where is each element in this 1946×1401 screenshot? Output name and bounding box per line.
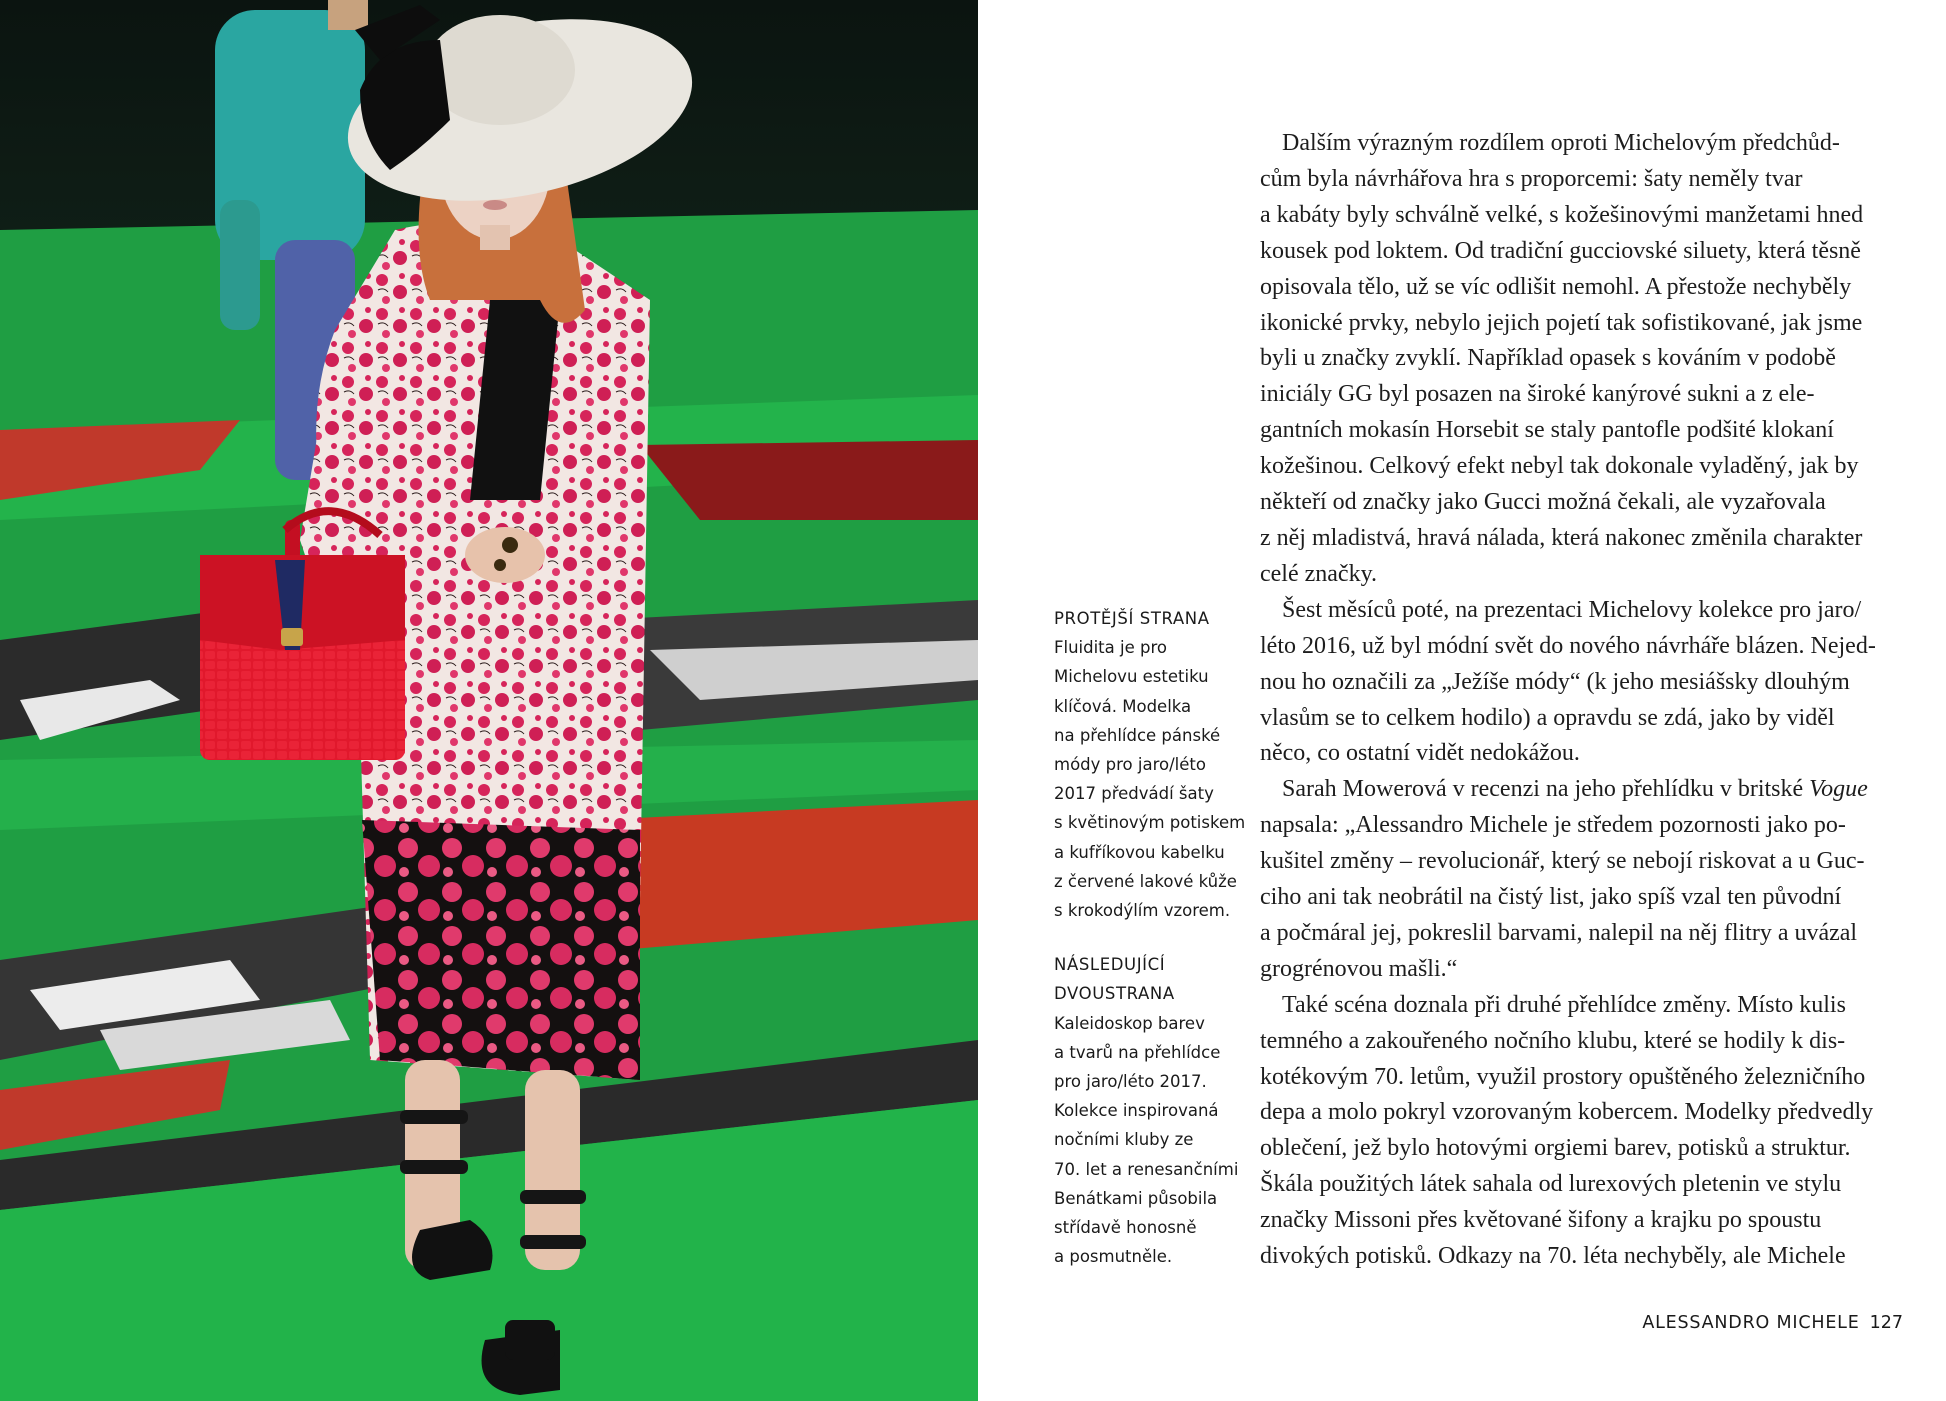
- caption-line: a tvarů na přehlídce: [1054, 1042, 1221, 1062]
- body-text: [1260, 126, 1880, 1275]
- body-line: [1260, 413, 1880, 449]
- body-line-text: nou ho označili za „Ježíše módy“ (k jeho mesiášsky dlouhým: [1260, 668, 1850, 695]
- page-footer: [1642, 1313, 1903, 1333]
- caption-line: Benátkami působila: [1054, 1188, 1218, 1208]
- body-line-text: divokých potisků. Odkazy na 70. léta nechyběly, ale Michele: [1260, 1243, 1846, 1270]
- caption-line: na přehlídce pánské: [1054, 725, 1221, 745]
- caption-line: klíčová. Modelka: [1054, 696, 1192, 716]
- body-line: [1260, 808, 1880, 844]
- body-line: [1260, 1060, 1880, 1096]
- body-line-text: oblečení, jež bylo hotovými orgiemi barev, potisků a struktur.: [1260, 1135, 1851, 1162]
- caption-heading: NÁSLEDUJÍCÍ: [1054, 955, 1166, 975]
- body-line-text: vlasům se to celkem hodilo) a opravdu se zdá, jako by viděl: [1260, 704, 1835, 731]
- body-line-text: kousek pod loktem. Od tradiční gucciovské siluety, která těsně: [1260, 237, 1861, 264]
- body-line-text: grogrénovou mašli.“: [1260, 955, 1458, 982]
- body-line-text: Také scéna doznala při druhé přehlídce změny. Místo kulis: [1282, 991, 1846, 1018]
- body-line-text: někteří od značky jako Gucci možná čekali, ale vyzařovala: [1260, 489, 1826, 516]
- body-line-text: napsala: „Alessandro Michele je středem pozornosti jako po-: [1260, 812, 1846, 839]
- caption-line: 2017 předvádí šaty: [1054, 784, 1214, 804]
- body-line: [1260, 916, 1880, 952]
- body-line: [1260, 449, 1880, 485]
- body-line: [1260, 1095, 1880, 1131]
- body-line: [1260, 629, 1880, 665]
- body-line: [1260, 1131, 1880, 1167]
- caption-heading: DVOUSTRANA: [1054, 984, 1175, 1004]
- body-line-text: Šest měsíců poté, na prezentaci Michelovy kolekce pro jaro/: [1282, 596, 1862, 623]
- body-line-text: ciho ani tak neobrátil na čistý list, jako spíš vzal ten původní: [1260, 884, 1842, 911]
- body-line: [1260, 341, 1880, 377]
- body-line-text: z něj mladistvá, hravá nálada, která nakonec změnila charakter: [1260, 524, 1863, 551]
- body-line: [1260, 772, 1880, 808]
- body-line-text: a kabáty byly schválně velké, s kožešinovými manžetami hned: [1260, 201, 1864, 228]
- caption-line: a kufříkovou kabelku: [1054, 842, 1225, 862]
- caption-line: Fluidita je pro: [1054, 638, 1167, 658]
- caption-line: Michelovu estetiku: [1054, 667, 1209, 687]
- caption-line: nočními kluby ze: [1054, 1130, 1194, 1150]
- body-line: [1260, 234, 1880, 270]
- caption-line: Kaleidoskop barev: [1054, 1013, 1205, 1033]
- body-line-text: temného a zakouřeného nočního klubu, které se hodily k dis-: [1260, 1027, 1846, 1054]
- body-line-text: cům byla návrhářova hra s proporcemi: šaty neměly tvar: [1260, 165, 1803, 192]
- body-line-text: byli u značky zvyklí. Například opasek s kováním v podobě: [1260, 345, 1836, 372]
- body-line: [1260, 377, 1880, 413]
- body-line: [1260, 1239, 1880, 1275]
- caption-heading: PROTĚJŠÍ STRANA: [1054, 609, 1210, 628]
- body-line-text: iniciály GG byl posazen na široké kanýrové sukni a z ele-: [1260, 381, 1815, 408]
- caption-line: s krokodýlím vzorem.: [1054, 901, 1231, 921]
- body-line: [1260, 162, 1880, 198]
- caption-block-next-spread: [1054, 950, 1254, 1271]
- caption-line: 70. let a renesančními: [1054, 1159, 1239, 1179]
- body-line: [1260, 988, 1880, 1024]
- body-line-text: kotékovým 70. letům, využil prostory opuštěného železničního: [1260, 1063, 1866, 1090]
- body-line: [1260, 952, 1880, 988]
- body-line-text: něco, co ostatní vidět nedokážou.: [1260, 740, 1580, 767]
- body-line-text: celé značky.: [1260, 560, 1378, 587]
- body-line-text: a počmáral jej, pokreslil barvami, nalepil na něj flitry a uvázal: [1260, 919, 1858, 946]
- body-line-text: značky Missoni přes květované šifony a krajku po spoustu: [1260, 1207, 1822, 1234]
- caption-line: s květinovým potiskem: [1054, 813, 1246, 833]
- body-line: [1260, 270, 1880, 306]
- photo-caption: [1054, 604, 1254, 1296]
- body-line-text: Škála použitých látek sahala od lurexových pletenin ve stylu: [1260, 1171, 1842, 1198]
- caption-line: střídavě honosně: [1054, 1218, 1197, 1238]
- body-line: [1260, 557, 1880, 593]
- body-line: [1260, 665, 1880, 701]
- caption-line: Kolekce inspirovaná: [1054, 1101, 1219, 1121]
- body-line-text: gantních mokasín Horsebit se staly pantofle podšité klokaní: [1260, 417, 1834, 444]
- body-line-text: kušitel změny – revolucionář, který se nebojí riskovat a u Guc-: [1260, 848, 1865, 875]
- caption-line: z červené lakové kůže: [1054, 871, 1237, 891]
- body-line-text: léto 2016, už byl módní svět do nového návrháře blázen. Nejed-: [1260, 632, 1876, 659]
- body-line: [1260, 1024, 1880, 1060]
- caption-line: módy pro jaro/léto: [1054, 755, 1206, 775]
- body-line: [1260, 880, 1880, 916]
- body-line: [1260, 485, 1880, 521]
- caption-line: pro jaro/léto 2017.: [1054, 1072, 1207, 1092]
- body-line-text: kožešinou. Celkový efekt nebyl tak dokonale vyladěný, jak by: [1260, 453, 1859, 480]
- text-page: [978, 0, 1946, 1401]
- body-line: [1260, 1203, 1880, 1239]
- body-line: [1260, 736, 1880, 772]
- running-head: ALESSANDRO MICHELE: [1642, 1313, 1860, 1333]
- body-line-text: opisovala tělo, už se víc odlišit nemohl. A přestože nechyběly: [1260, 273, 1852, 300]
- body-line: [1260, 593, 1880, 629]
- body-line: [1260, 126, 1880, 162]
- body-line: [1260, 521, 1880, 557]
- body-line: [1260, 701, 1880, 737]
- body-line: [1260, 1167, 1880, 1203]
- body-line-text: Dalším výrazným rozdílem oproti Michelovým předchůd-: [1282, 130, 1840, 156]
- italic-title: Vogue: [1809, 776, 1868, 803]
- page-number: 127: [1869, 1313, 1903, 1333]
- body-line-text: Sarah Mowerová v recenzi na jeho přehlídku v britské: [1282, 776, 1810, 803]
- caption-line: a posmutněle.: [1054, 1247, 1173, 1267]
- body-line-text: ikonické prvky, nebylo jejich pojetí tak sofistikované, jak jsme: [1260, 309, 1863, 336]
- body-line-text: depa a molo pokryl vzorovaným kobercem. Modelky předvedly: [1260, 1099, 1874, 1126]
- body-line: [1260, 198, 1880, 234]
- body-line: [1260, 844, 1880, 880]
- caption-block-opposite-page: [1054, 604, 1254, 925]
- body-line: [1260, 306, 1880, 342]
